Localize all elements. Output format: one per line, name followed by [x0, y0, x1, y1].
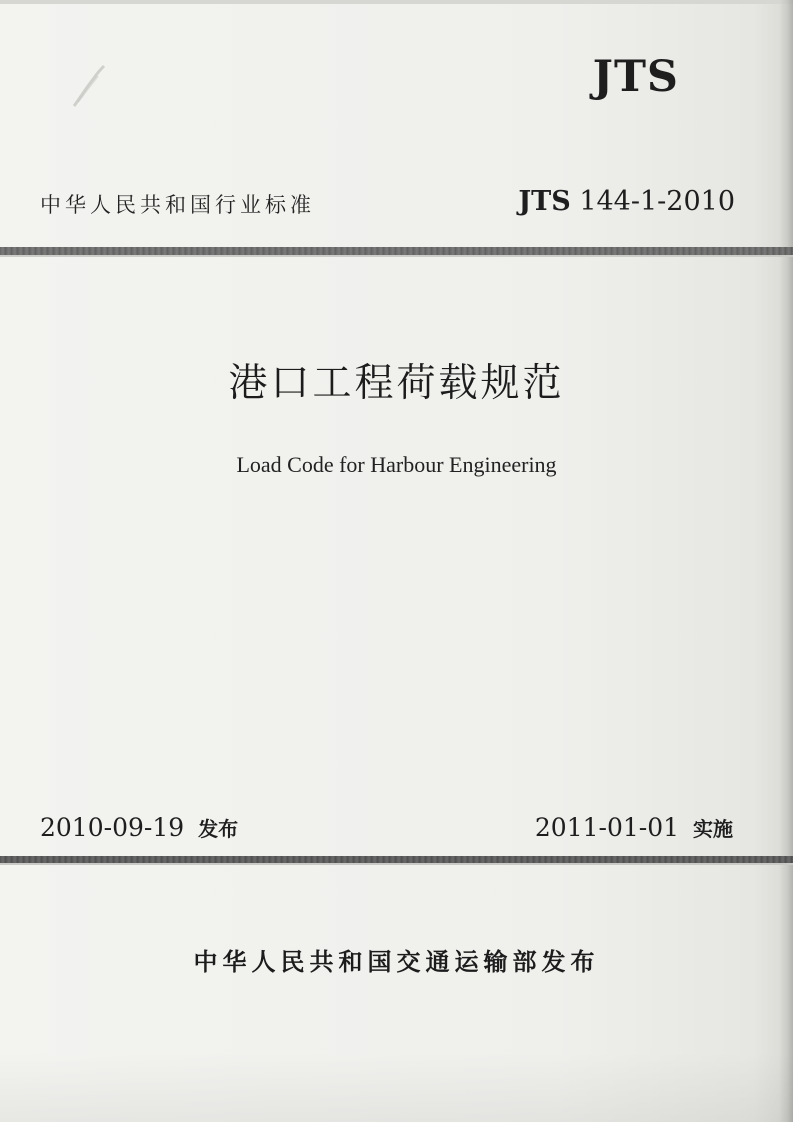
issue-label: 发布	[198, 817, 239, 841]
title-chinese: 港口工程荷载规范	[228, 361, 565, 406]
series-mark: JTS	[592, 52, 679, 102]
smudge-mark	[68, 62, 108, 110]
title-english: Load Code for Harbour Engineering	[236, 452, 557, 477]
issue-date: 2010-09-19	[40, 813, 185, 842]
standard-number-prefix: JTS	[518, 186, 571, 217]
standard-number-value: 144-1-2010	[579, 186, 735, 217]
implementation-label: 实施	[693, 817, 733, 841]
date-row	[0, 813, 793, 853]
top-divider	[0, 247, 793, 255]
industry-standard-label: 中华人民共和国行业标准	[40, 193, 315, 217]
standard-number	[518, 186, 735, 217]
implementation-date: 2011-01-01	[534, 813, 680, 842]
implementation-date-block	[535, 813, 733, 842]
scan-bottom-shadow	[0, 1052, 793, 1122]
publisher: 中华人民共和国交通运输部发布	[193, 948, 600, 976]
issue-date-block	[40, 813, 238, 842]
scan-top-edge	[0, 0, 793, 4]
bottom-divider	[0, 856, 793, 863]
